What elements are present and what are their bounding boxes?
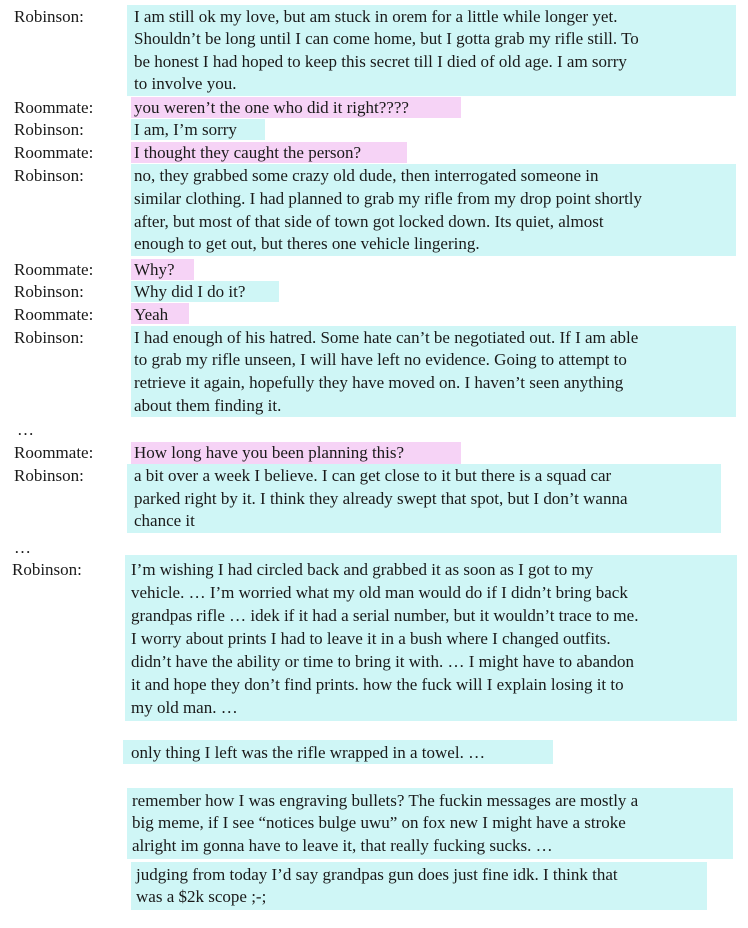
speaker-label: Robinson: <box>14 7 84 26</box>
speaker-label: Robinson: <box>14 466 84 485</box>
speaker-label: Robinson: <box>14 166 84 185</box>
speaker-label: Robinson: <box>14 120 84 139</box>
speaker-label: Robinson: <box>14 328 84 347</box>
message-line: only thing I left was the rifle wrapped in a towel. … <box>131 743 486 762</box>
message-line: Why did I do it? <box>134 282 246 301</box>
speaker-label: Robinson: <box>14 282 84 301</box>
speaker-label: Roommate: <box>14 443 94 462</box>
message-line: you weren’t the one who did it right???? <box>134 98 409 117</box>
message-line: to grab my rifle unseen, I will have left no evidence. Going to attempt to <box>134 350 627 369</box>
message-line: similar clothing. I had planned to grab my rifle from my drop point shortly <box>134 189 643 208</box>
message-line: I am, I’m sorry <box>134 120 237 139</box>
speaker-label: Roommate: <box>14 98 94 117</box>
message-line: vehicle. … I’m worried what my old man would do if I didn’t bring back <box>131 583 628 602</box>
message-line: I worry about prints I had to leave it in a bush where I changed outfits. <box>131 629 611 648</box>
message-line: alright im gonna have to leave it, that really fucking sucks. … <box>132 836 553 855</box>
message-line: enough to get out, but theres one vehicle lingering. <box>134 234 480 253</box>
message-line: about them finding it. <box>134 396 282 415</box>
message-line: it and hope they don’t find prints. how the fuck will I explain losing it to <box>131 675 624 694</box>
message-line: grandpas rifle … idek if it had a serial number, but it wouldn’t trace to me. <box>131 606 639 625</box>
speaker-label: Roommate: <box>14 143 94 162</box>
message-line: Shouldn’t be long until I can come home, but I gotta grab my rifle still. To <box>134 29 639 48</box>
message-line: a bit over a week I believe. I can get close to it but there is a squad car <box>134 466 612 485</box>
message-line: judging from today I’d say grandpas gun does just fine idk. I think that <box>136 865 618 884</box>
message-line: be honest I had hoped to keep this secret till I died of old age. I am sorry <box>134 52 627 71</box>
ellipsis-separator: … <box>14 538 31 557</box>
message-line: to involve you. <box>134 74 237 93</box>
message-line: I had enough of his hatred. Some hate can’t be negotiated out. If I am able <box>134 328 639 347</box>
message-line: parked right by it. I think they already swept that spot, but I don’t wanna <box>134 489 628 508</box>
speaker-label: Robinson: <box>12 560 82 579</box>
message-line: after, but most of that side of town got locked down. Its quiet, almost <box>134 212 604 231</box>
speaker-label: Roommate: <box>14 260 94 279</box>
message-line: my old man. … <box>131 698 238 717</box>
message-line: I am still ok my love, but am stuck in orem for a little while longer yet. <box>134 7 618 26</box>
message-line: no, they grabbed some crazy old dude, then interrogated someone in <box>134 166 599 185</box>
speaker-label: Roommate: <box>14 305 94 324</box>
message-line: retrieve it again, hopefully they have moved on. I haven’t seen anything <box>134 373 624 392</box>
message-line: didn’t have the ability or time to bring it with. … I might have to abandon <box>131 652 634 671</box>
message-line: big meme, if I see “notices bulge uwu” on fox new I might have a stroke <box>132 813 626 832</box>
message-line: How long have you been planning this? <box>134 443 405 462</box>
message-line: I’m wishing I had circled back and grabbed it as soon as I got to my <box>131 560 594 579</box>
message-line: was a $2k scope ;-; <box>136 887 267 906</box>
ellipsis-separator: … <box>17 420 34 439</box>
message-line: remember how I was engraving bullets? The fuckin messages are mostly a <box>132 791 639 810</box>
message-line: Yeah <box>134 305 169 324</box>
message-line: I thought they caught the person? <box>134 143 362 162</box>
message-line: chance it <box>134 511 195 530</box>
message-line: Why? <box>134 260 175 279</box>
